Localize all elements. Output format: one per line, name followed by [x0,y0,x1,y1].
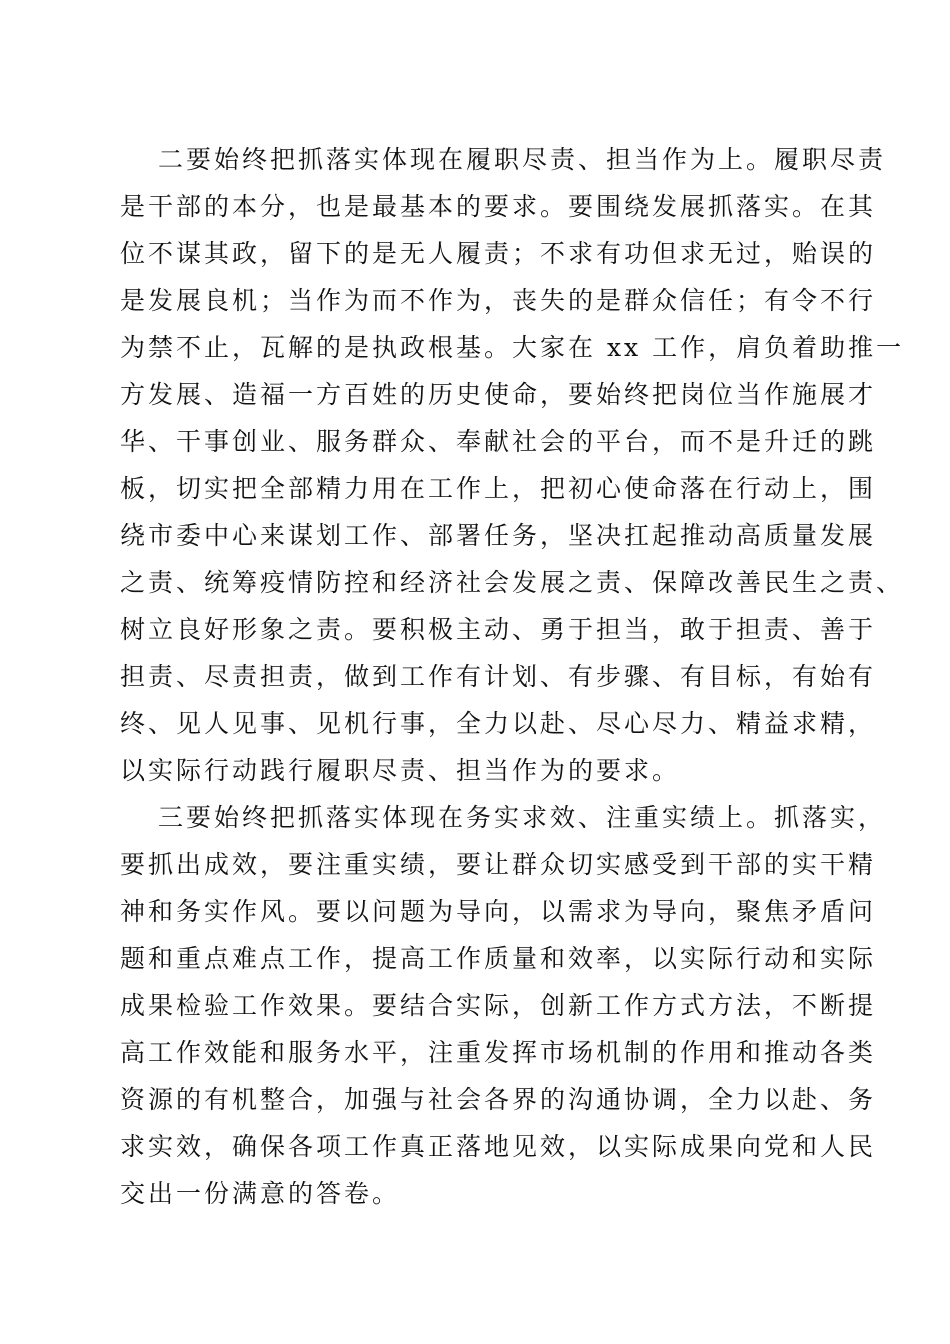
paragraph-line: 成果检验工作效果。要结合实际，创新工作方式方法，不断提 [120,991,877,1020]
paragraph-line: 要抓出成效，要注重实绩，要让群众切实感受到干部的实干精 [120,850,877,879]
paragraph-line: 是干部的本分，也是最基本的要求。要围绕发展抓落实。在其 [120,192,877,221]
paragraph-line: 方发展、造福一方百姓的历史使命，要始终把岗位当作施展才 [120,380,877,409]
paragraph-line: 绕市委中心来谋划工作、部署任务，坚决扛起推动高质量发展 [120,521,877,550]
paragraph-line: 交出一份满意的答卷。 [120,1179,401,1208]
paragraph-line: 终、见人见事、见机行事，全力以赴、尽心尽力、精益求精， [120,709,877,738]
paragraph-line: 华、干事创业、服务群众、奉献社会的平台，而不是升迁的跳 [120,427,877,456]
paragraph-line: 资源的有机整合，加强与社会各界的沟通协调，全力以赴、务 [120,1085,877,1114]
paragraph-line: 求实效，确保各项工作真正落地见效，以实际成果向党和人民 [120,1132,877,1161]
paragraph-line: 板，切实把全部精力用在工作上，把初心使命落在行动上，围 [120,474,877,503]
paragraph-line: 位不谋其政，留下的是无人履责；不求有功但求无过，贻误的 [120,239,877,268]
paragraph-line: 是发展良机；当作为而不作为，丧失的是群众信任；有令不行 [120,286,877,315]
paragraph-line: 担责、尽责担责，做到工作有计划、有步骤、有目标，有始有 [120,662,877,691]
paragraph-line: 神和务实作风。要以问题为导向，以需求为导向，聚焦矛盾问 [120,897,877,926]
paragraph-line: 之责、统筹疫情防控和经济社会发展之责、保障改善民生之责、 [120,568,905,597]
paragraph-line: 高工作效能和服务水平，注重发挥市场机制的作用和推动各类 [120,1038,877,1067]
paragraph-line: 二要始终把抓落实体现在履职尽责、担当作为上。履职尽责 [158,145,887,174]
paragraph-line: 题和重点难点工作，提高工作质量和效率，以实际行动和实际 [120,944,877,973]
paragraph-line: 以实际行动践行履职尽责、担当作为的要求。 [120,756,681,785]
paragraph-line: 为禁不止，瓦解的是执政根基。大家在 xx 工作，肩负着助推一 [120,333,905,362]
paragraph-line: 树立良好形象之责。要积极主动、勇于担当，敢于担责、善于 [120,615,877,644]
paragraph-line: 三要始终把抓落实体现在务实求效、注重实绩上。抓落实， [158,803,887,832]
